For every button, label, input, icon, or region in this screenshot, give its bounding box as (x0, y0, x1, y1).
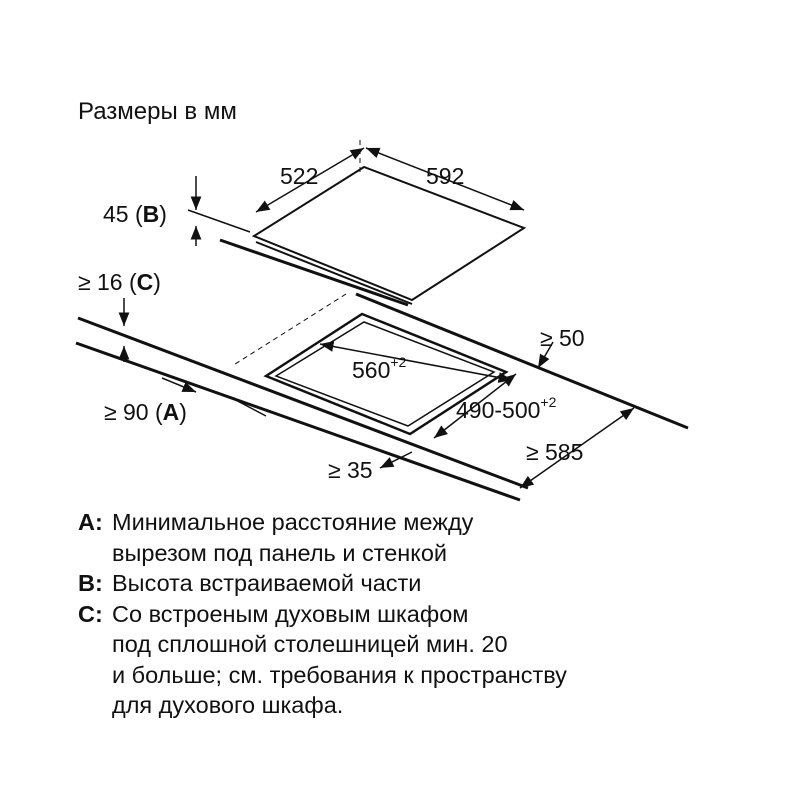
page-title: Размеры в мм (78, 98, 237, 125)
label-front-clearance: ≥ 35 (328, 457, 373, 483)
legend-key: A: (78, 509, 103, 535)
label-wall-distance: ≥ 90 (A) (104, 399, 187, 425)
legend-item-c (78, 599, 567, 721)
legend-text: Высота встраиваемой части (112, 570, 422, 596)
legend-text: Минимальное расстояние между вырезом под панель и стенкой (112, 509, 474, 566)
legend (78, 507, 567, 721)
worktop (76, 294, 688, 500)
label-cutout-depth: $490-500^{+2}$ (456, 394, 557, 423)
label-rear-clearance: ≥ 50 (540, 325, 585, 351)
legend-item-a (78, 507, 567, 568)
label-worktop-thickness: ≥ 16 (C) (78, 269, 161, 295)
legend-item-b (78, 568, 567, 599)
legend-key: C: (78, 600, 103, 627)
label-hob-width: 592 (426, 163, 465, 189)
legend-key: B: (78, 570, 103, 596)
label-cutout-width: $560^{+2}$ (352, 354, 407, 383)
legend-text: Со встроеным духовым шкафом под сплошной столешницей мин. 20 и больше; см. требования к пространству для духового шкафа. (112, 600, 567, 718)
label-hob-depth: 522 (280, 163, 319, 189)
label-worktop-depth: ≥ 585 (526, 439, 584, 465)
label-built-in-height: 45 (B) (103, 201, 167, 227)
